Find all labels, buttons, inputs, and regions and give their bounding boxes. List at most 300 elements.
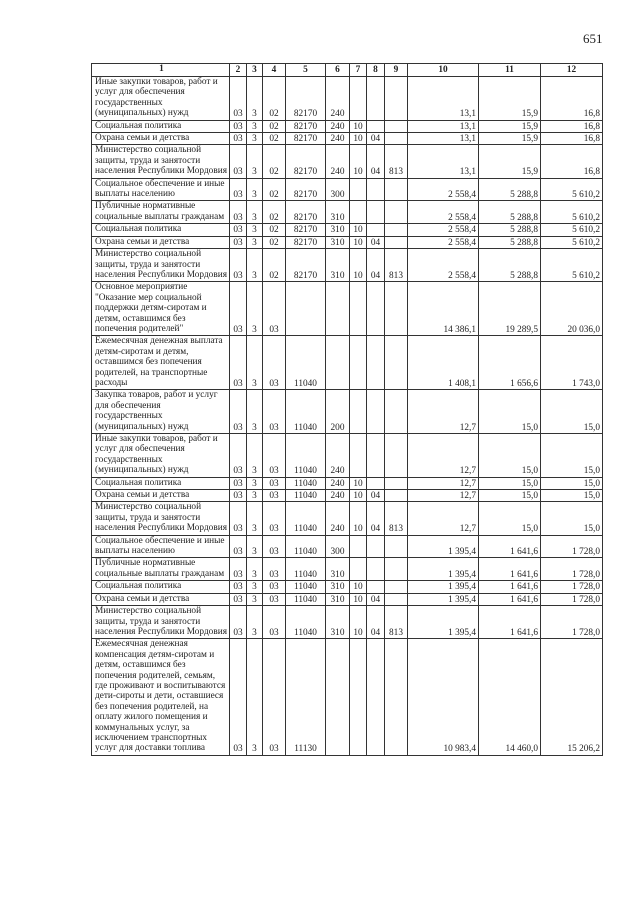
- row-name-cell: Социальное обеспечение и иные выплаты населению: [92, 178, 230, 201]
- code-9-cell: [385, 535, 408, 558]
- code-9-cell: [385, 593, 408, 605]
- code-2-cell: 03: [230, 282, 247, 336]
- code-7-cell: 10: [350, 502, 367, 535]
- table-row: [92, 133, 603, 145]
- code-7-cell: 10: [350, 581, 367, 593]
- code-9-cell: [385, 282, 408, 336]
- code-2-cell: 03: [230, 581, 247, 593]
- code-7-cell: 10: [350, 593, 367, 605]
- code-9-cell: [385, 558, 408, 581]
- code-9-cell: [385, 236, 408, 248]
- code-5-cell: 82170: [286, 249, 326, 282]
- table-row: [92, 224, 603, 236]
- amount-12-cell: 1 728,0: [541, 606, 603, 639]
- header-cell-11: 11: [479, 64, 541, 77]
- code-7-cell: [350, 434, 367, 478]
- amount-11-cell: 15,0: [479, 477, 541, 489]
- page-number: 651: [583, 31, 603, 46]
- amount-11-cell: 5 288,8: [479, 201, 541, 224]
- code-2-cell: 03: [230, 249, 247, 282]
- code-4-cell: 03: [263, 477, 286, 489]
- header-cell-6: 6: [326, 64, 350, 77]
- header-cell-2: 2: [230, 64, 247, 77]
- code-5-cell: 11040: [286, 477, 326, 489]
- code-2-cell: 03: [230, 558, 247, 581]
- code-6-cell: 310: [326, 581, 350, 593]
- table-row: [92, 390, 603, 434]
- amount-11-cell: 15,9: [479, 77, 541, 121]
- code-3-cell: 3: [247, 477, 263, 489]
- amount-10-cell: 2 558,4: [408, 201, 479, 224]
- table-row: [92, 558, 603, 581]
- amount-12-cell: 16,8: [541, 145, 603, 178]
- code-9-cell: 813: [385, 606, 408, 639]
- amount-12-cell: 1 728,0: [541, 535, 603, 558]
- code-8-cell: 04: [367, 133, 385, 145]
- header-cell-4: 4: [263, 64, 286, 77]
- code-3-cell: 3: [247, 77, 263, 121]
- amount-12-cell: 15,0: [541, 390, 603, 434]
- code-8-cell: [367, 390, 385, 434]
- code-5-cell: 11040: [286, 502, 326, 535]
- code-2-cell: 03: [230, 133, 247, 145]
- amount-11-cell: 15,9: [479, 120, 541, 132]
- header-cell-9: 9: [385, 64, 408, 77]
- code-5-cell: 82170: [286, 201, 326, 224]
- code-9-cell: [385, 336, 408, 390]
- code-6-cell: 300: [326, 535, 350, 558]
- amount-12-cell: 1 728,0: [541, 558, 603, 581]
- code-3-cell: 3: [247, 336, 263, 390]
- code-4-cell: 03: [263, 593, 286, 605]
- amount-10-cell: 2 558,4: [408, 224, 479, 236]
- amount-10-cell: 12,7: [408, 390, 479, 434]
- table-row: [92, 120, 603, 132]
- code-6-cell: 240: [326, 120, 350, 132]
- amount-10-cell: 12,7: [408, 477, 479, 489]
- code-8-cell: [367, 120, 385, 132]
- amount-11-cell: 15,9: [479, 145, 541, 178]
- amount-12-cell: 1 743,0: [541, 336, 603, 390]
- table-row: [92, 282, 603, 336]
- amount-12-cell: 5 610,2: [541, 236, 603, 248]
- code-2-cell: 03: [230, 502, 247, 535]
- header-cell-5: 5: [286, 64, 326, 77]
- code-5-cell: 82170: [286, 224, 326, 236]
- code-3-cell: 3: [247, 120, 263, 132]
- amount-10-cell: 12,7: [408, 490, 479, 502]
- code-6-cell: 310: [326, 201, 350, 224]
- amount-11-cell: 15,0: [479, 390, 541, 434]
- code-7-cell: [350, 282, 367, 336]
- code-5-cell: 82170: [286, 133, 326, 145]
- code-6-cell: 310: [326, 593, 350, 605]
- amount-11-cell: 15,9: [479, 133, 541, 145]
- row-name-cell: Социальная политика: [92, 120, 230, 132]
- amount-10-cell: 13,1: [408, 133, 479, 145]
- amount-12-cell: 20 036,0: [541, 282, 603, 336]
- code-6-cell: 240: [326, 502, 350, 535]
- code-2-cell: 03: [230, 120, 247, 132]
- code-3-cell: 3: [247, 282, 263, 336]
- code-8-cell: [367, 336, 385, 390]
- amount-12-cell: 5 610,2: [541, 178, 603, 201]
- code-5-cell: 11040: [286, 558, 326, 581]
- code-2-cell: 03: [230, 490, 247, 502]
- code-4-cell: 02: [263, 201, 286, 224]
- amount-11-cell: 1 641,6: [479, 535, 541, 558]
- code-8-cell: [367, 224, 385, 236]
- code-3-cell: 3: [247, 224, 263, 236]
- code-4-cell: 02: [263, 224, 286, 236]
- code-8-cell: [367, 535, 385, 558]
- code-3-cell: 3: [247, 145, 263, 178]
- code-4-cell: 02: [263, 77, 286, 121]
- code-8-cell: 04: [367, 502, 385, 535]
- code-7-cell: 10: [350, 224, 367, 236]
- amount-11-cell: 1 641,6: [479, 593, 541, 605]
- header-cell-12: 12: [541, 64, 603, 77]
- row-name-cell: Охрана семьи и детства: [92, 490, 230, 502]
- code-7-cell: [350, 201, 367, 224]
- code-2-cell: 03: [230, 224, 247, 236]
- code-4-cell: 03: [263, 639, 286, 755]
- code-6-cell: 310: [326, 236, 350, 248]
- header-cell-7: 7: [350, 64, 367, 77]
- code-5-cell: 11040: [286, 434, 326, 478]
- row-name-cell: Публичные нормативные социальные выплаты гражданам: [92, 201, 230, 224]
- code-3-cell: 3: [247, 236, 263, 248]
- row-name-cell: Иные закупки товаров, работ и услуг для обеспечения государственных (муниципальных) нужд: [92, 77, 230, 121]
- code-8-cell: [367, 581, 385, 593]
- table-row: [92, 639, 603, 755]
- code-4-cell: 02: [263, 120, 286, 132]
- code-4-cell: 03: [263, 282, 286, 336]
- code-2-cell: 03: [230, 236, 247, 248]
- code-8-cell: 04: [367, 490, 385, 502]
- code-8-cell: [367, 558, 385, 581]
- code-3-cell: 3: [247, 558, 263, 581]
- code-7-cell: [350, 535, 367, 558]
- amount-11-cell: 5 288,8: [479, 224, 541, 236]
- amount-10-cell: 2 558,4: [408, 236, 479, 248]
- code-8-cell: 04: [367, 593, 385, 605]
- table-row: [92, 77, 603, 121]
- amount-11-cell: 15,0: [479, 434, 541, 478]
- code-4-cell: 03: [263, 535, 286, 558]
- code-5-cell: 11040: [286, 581, 326, 593]
- code-8-cell: [367, 201, 385, 224]
- code-5-cell: 11040: [286, 535, 326, 558]
- code-9-cell: [385, 477, 408, 489]
- code-7-cell: [350, 77, 367, 121]
- row-name-cell: Охрана семьи и детства: [92, 236, 230, 248]
- amount-10-cell: 2 558,4: [408, 178, 479, 201]
- code-5-cell: 11040: [286, 606, 326, 639]
- code-8-cell: [367, 639, 385, 755]
- code-8-cell: 04: [367, 236, 385, 248]
- code-4-cell: 02: [263, 145, 286, 178]
- table-row: [92, 145, 603, 178]
- code-4-cell: 02: [263, 178, 286, 201]
- amount-11-cell: 5 288,8: [479, 249, 541, 282]
- code-3-cell: 3: [247, 390, 263, 434]
- amount-10-cell: 14 386,1: [408, 282, 479, 336]
- code-4-cell: 02: [263, 236, 286, 248]
- row-name-cell: Министерство социальной защиты, труда и занятости населения Республики Мордовия: [92, 249, 230, 282]
- code-2-cell: 03: [230, 477, 247, 489]
- code-6-cell: 240: [326, 77, 350, 121]
- code-5-cell: 82170: [286, 236, 326, 248]
- code-3-cell: 3: [247, 178, 263, 201]
- amount-11-cell: 5 288,8: [479, 236, 541, 248]
- header-cell-1: 1: [92, 64, 230, 77]
- code-9-cell: 813: [385, 145, 408, 178]
- amount-11-cell: 5 288,8: [479, 178, 541, 201]
- amount-10-cell: 13,1: [408, 120, 479, 132]
- table-row: [92, 477, 603, 489]
- code-9-cell: [385, 178, 408, 201]
- code-3-cell: 3: [247, 593, 263, 605]
- table-row: [92, 593, 603, 605]
- code-6-cell: 300: [326, 178, 350, 201]
- row-name-cell: Министерство социальной защиты, труда и занятости населения Республики Мордовия: [92, 502, 230, 535]
- amount-12-cell: 5 610,2: [541, 249, 603, 282]
- row-name-cell: Публичные нормативные социальные выплаты гражданам: [92, 558, 230, 581]
- amount-12-cell: 15,0: [541, 490, 603, 502]
- code-5-cell: 11130: [286, 639, 326, 755]
- amount-12-cell: 16,8: [541, 77, 603, 121]
- code-2-cell: 03: [230, 390, 247, 434]
- row-name-cell: Министерство социальной защиты, труда и занятости населения Республики Мордовия: [92, 606, 230, 639]
- table-row: [92, 581, 603, 593]
- code-4-cell: 03: [263, 434, 286, 478]
- table-row: [92, 249, 603, 282]
- code-2-cell: 03: [230, 535, 247, 558]
- code-2-cell: 03: [230, 593, 247, 605]
- table-row: [92, 336, 603, 390]
- amount-11-cell: 15,0: [479, 502, 541, 535]
- code-3-cell: 3: [247, 606, 263, 639]
- code-7-cell: 10: [350, 133, 367, 145]
- code-9-cell: [385, 77, 408, 121]
- code-9-cell: [385, 201, 408, 224]
- amount-10-cell: 1 395,4: [408, 535, 479, 558]
- code-8-cell: [367, 178, 385, 201]
- amount-10-cell: 1 395,4: [408, 581, 479, 593]
- row-name-cell: Охрана семьи и детства: [92, 133, 230, 145]
- code-7-cell: [350, 639, 367, 755]
- code-2-cell: 03: [230, 639, 247, 755]
- code-9-cell: [385, 581, 408, 593]
- code-4-cell: 03: [263, 390, 286, 434]
- code-8-cell: [367, 282, 385, 336]
- row-name-cell: Охрана семьи и детства: [92, 593, 230, 605]
- budget-table: [91, 63, 603, 756]
- code-7-cell: [350, 178, 367, 201]
- row-name-cell: Основное мероприятие "Оказание мер социальной поддержки детям-сиротам и детям, оставшимся без попечения родителей": [92, 282, 230, 336]
- code-9-cell: [385, 434, 408, 478]
- code-7-cell: 10: [350, 236, 367, 248]
- code-9-cell: 813: [385, 249, 408, 282]
- amount-11-cell: 1 656,6: [479, 336, 541, 390]
- code-2-cell: 03: [230, 145, 247, 178]
- code-4-cell: 03: [263, 502, 286, 535]
- amount-12-cell: 16,8: [541, 133, 603, 145]
- row-name-cell: Социальное обеспечение и иные выплаты населению: [92, 535, 230, 558]
- table-row: [92, 535, 603, 558]
- code-5-cell: 11040: [286, 390, 326, 434]
- code-6-cell: 240: [326, 133, 350, 145]
- row-name-cell: Министерство социальной защиты, труда и занятости населения Республики Мордовия: [92, 145, 230, 178]
- amount-11-cell: 15,0: [479, 490, 541, 502]
- table-body: [92, 64, 603, 756]
- row-name-cell: Ежемесячная денежная компенсация детям-сиротам и детям, оставшимся без попечения родителей, семьям, где проживают и воспитываются дети-сироты и дети, оставшиеся без попечения родителей, на оплату жилого помещения и коммунальных услуг, за исключением транспортных услуг для доставки топлива: [92, 639, 230, 755]
- table-row: [92, 434, 603, 478]
- code-3-cell: 3: [247, 581, 263, 593]
- code-4-cell: 03: [263, 490, 286, 502]
- code-7-cell: 10: [350, 606, 367, 639]
- amount-11-cell: 1 641,6: [479, 558, 541, 581]
- code-9-cell: 813: [385, 502, 408, 535]
- table-row: [92, 502, 603, 535]
- code-5-cell: 82170: [286, 178, 326, 201]
- table-row: [92, 236, 603, 248]
- amount-11-cell: 19 289,5: [479, 282, 541, 336]
- code-5-cell: [286, 282, 326, 336]
- code-3-cell: 3: [247, 502, 263, 535]
- code-3-cell: 3: [247, 490, 263, 502]
- table-row: [92, 490, 603, 502]
- code-9-cell: [385, 490, 408, 502]
- amount-10-cell: 12,7: [408, 502, 479, 535]
- amount-12-cell: 5 610,2: [541, 224, 603, 236]
- code-5-cell: 82170: [286, 120, 326, 132]
- amount-11-cell: 14 460,0: [479, 639, 541, 755]
- amount-12-cell: 5 610,2: [541, 201, 603, 224]
- amount-11-cell: 1 641,6: [479, 606, 541, 639]
- code-6-cell: [326, 639, 350, 755]
- code-9-cell: [385, 133, 408, 145]
- code-5-cell: 11040: [286, 336, 326, 390]
- code-5-cell: 82170: [286, 145, 326, 178]
- code-2-cell: 03: [230, 606, 247, 639]
- code-8-cell: 04: [367, 249, 385, 282]
- code-7-cell: 10: [350, 120, 367, 132]
- amount-12-cell: 1 728,0: [541, 593, 603, 605]
- code-3-cell: 3: [247, 133, 263, 145]
- code-2-cell: 03: [230, 77, 247, 121]
- code-6-cell: 240: [326, 490, 350, 502]
- code-9-cell: [385, 224, 408, 236]
- amount-12-cell: 15,0: [541, 502, 603, 535]
- code-7-cell: 10: [350, 145, 367, 178]
- code-6-cell: 310: [326, 558, 350, 581]
- code-8-cell: [367, 434, 385, 478]
- code-7-cell: [350, 336, 367, 390]
- code-5-cell: 11040: [286, 593, 326, 605]
- amount-12-cell: 15 206,2: [541, 639, 603, 755]
- amount-12-cell: 15,0: [541, 434, 603, 478]
- amount-12-cell: 1 728,0: [541, 581, 603, 593]
- code-6-cell: 310: [326, 224, 350, 236]
- code-2-cell: 03: [230, 434, 247, 478]
- amount-10-cell: 1 395,4: [408, 606, 479, 639]
- code-6-cell: 200: [326, 390, 350, 434]
- code-9-cell: [385, 120, 408, 132]
- header-cell-8: 8: [367, 64, 385, 77]
- code-4-cell: 03: [263, 581, 286, 593]
- code-4-cell: 02: [263, 249, 286, 282]
- code-9-cell: [385, 639, 408, 755]
- code-2-cell: 03: [230, 178, 247, 201]
- row-name-cell: Ежемесячная денежная выплата детям-сиротам и детям, оставшимся без попечения родителей, на транспортные расходы: [92, 336, 230, 390]
- row-name-cell: Социальная политика: [92, 224, 230, 236]
- code-6-cell: 310: [326, 249, 350, 282]
- code-4-cell: 03: [263, 336, 286, 390]
- code-2-cell: 03: [230, 201, 247, 224]
- amount-10-cell: 1 408,1: [408, 336, 479, 390]
- code-6-cell: 310: [326, 606, 350, 639]
- code-5-cell: 11040: [286, 490, 326, 502]
- code-4-cell: 03: [263, 606, 286, 639]
- code-3-cell: 3: [247, 639, 263, 755]
- amount-10-cell: 2 558,4: [408, 249, 479, 282]
- amount-10-cell: 13,1: [408, 145, 479, 178]
- code-7-cell: [350, 390, 367, 434]
- code-3-cell: 3: [247, 535, 263, 558]
- code-7-cell: 10: [350, 490, 367, 502]
- amount-11-cell: 1 641,6: [479, 581, 541, 593]
- code-3-cell: 3: [247, 434, 263, 478]
- amount-12-cell: 15,0: [541, 477, 603, 489]
- code-2-cell: 03: [230, 336, 247, 390]
- code-8-cell: 04: [367, 145, 385, 178]
- amount-10-cell: 12,7: [408, 434, 479, 478]
- code-9-cell: [385, 390, 408, 434]
- amount-10-cell: 1 395,4: [408, 593, 479, 605]
- code-4-cell: 03: [263, 558, 286, 581]
- code-6-cell: [326, 282, 350, 336]
- header-cell-10: 10: [408, 64, 479, 77]
- table-row: [92, 178, 603, 201]
- amount-10-cell: 13,1: [408, 77, 479, 121]
- code-8-cell: [367, 477, 385, 489]
- code-6-cell: [326, 336, 350, 390]
- row-name-cell: Социальная политика: [92, 581, 230, 593]
- code-7-cell: 10: [350, 477, 367, 489]
- code-7-cell: [350, 558, 367, 581]
- code-3-cell: 3: [247, 201, 263, 224]
- row-name-cell: Закупка товаров, работ и услуг для обеспечения государственных (муниципальных) нужд: [92, 390, 230, 434]
- code-3-cell: 3: [247, 249, 263, 282]
- code-7-cell: 10: [350, 249, 367, 282]
- code-8-cell: 04: [367, 606, 385, 639]
- header-cell-3: 3: [247, 64, 263, 77]
- header-row: [92, 64, 603, 77]
- row-name-cell: Социальная политика: [92, 477, 230, 489]
- table-row: [92, 201, 603, 224]
- amount-10-cell: 10 983,4: [408, 639, 479, 755]
- code-6-cell: 240: [326, 145, 350, 178]
- code-6-cell: 240: [326, 477, 350, 489]
- code-5-cell: 82170: [286, 77, 326, 121]
- amount-10-cell: 1 395,4: [408, 558, 479, 581]
- code-6-cell: 240: [326, 434, 350, 478]
- code-4-cell: 02: [263, 133, 286, 145]
- code-8-cell: [367, 77, 385, 121]
- row-name-cell: Иные закупки товаров, работ и услуг для обеспечения государственных (муниципальных) нужд: [92, 434, 230, 478]
